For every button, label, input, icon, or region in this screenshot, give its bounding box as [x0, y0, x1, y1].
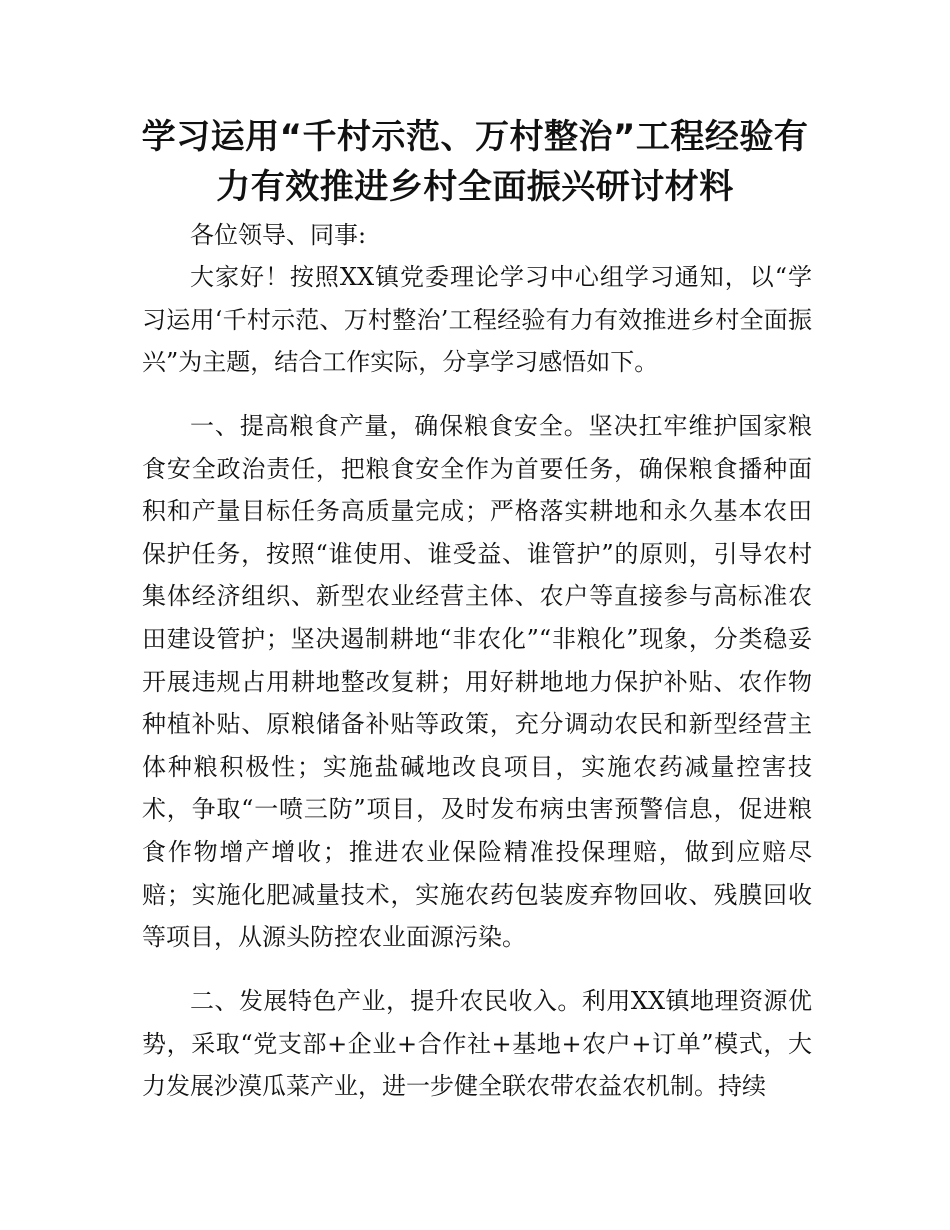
intro-paragraph: 大家好！按照XX镇党委理论学习中心组学习通知，以“学习运用‘千村示范、万村整治’工程经验有力有效推进乡村全面振兴”为主题，结合工作实际，分享学习感悟如下。 — [142, 263, 812, 377]
section-two-paragraph: 二、发展特色产业，提升农民收入。利用XX镇地理资源优势，采取“党支部+企业+合作社+基地+农户+订单”模式，大力发展沙漠瓜菜产业，进一步健全联农带农益农机制。持续 — [142, 987, 812, 1101]
salutation: 各位领导、同事: — [190, 221, 367, 249]
section-one-paragraph: 一、提高粮食产量，确保粮食安全。坚决扛牢维护国家粮食安全政治责任，把粮食安全作为首要任务，确保粮食播种面积和产量目标任务高质量完成；严格落实耕地和永久基本农田保护任务，按照“谁使用、谁受益、谁管护”的原则，引导农村集体经济组织、新型农业经营主体、农户等直接参与高标准农田建设管护；坚决遏制耕地“非农化”“非粮化”现象，分类稳妥开展违规占用耕地整改复耕；用好耕地地力保护补贴、农作物种植补贴、原粮储备补贴等政策，充分调动农民和新型经营主体种粮积极性；实施盐碱地改良项目，实施农药减量控害技术，争取“一喷三防”项目，及时发布病虫害预警信息，促进粮食作物增产增收；推进农业保险精准投保理赔，做到应赔尽赔；实施化肥减量技术，实施农药包装废弃物回收、残膜回收等项目，从源头防控农业面源污染。 — [142, 412, 812, 952]
title-line-1: 学习运用“千村示范、万村整治”工程经验有 — [141, 117, 809, 157]
document-title — [120, 112, 830, 212]
title-line-2: 力有效推进乡村全面振兴研讨材料 — [216, 167, 734, 207]
